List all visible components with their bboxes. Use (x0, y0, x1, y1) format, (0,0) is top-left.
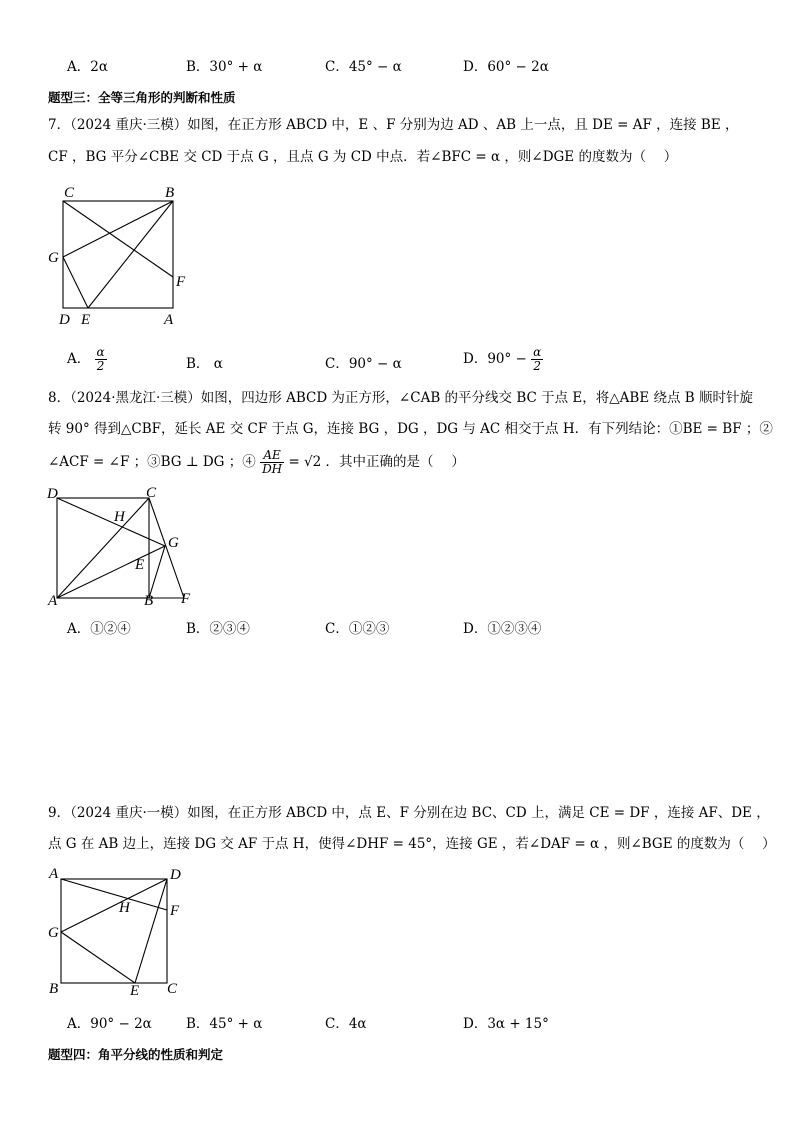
q7-label-c: C (64, 185, 75, 201)
q9-figure (40, 865, 200, 1000)
q7-figure (45, 180, 195, 330)
q7-option-d-num: α (533, 345, 542, 359)
q9-text-line1: 9．（2024 重庆·一模）如图，在正方形 ABCD 中，点 E、F 分别在边 BC、CD 上，满足 CE = DF ，连接 AF、DE ， (48, 805, 770, 821)
q8-option-c: C．①②③ (325, 621, 390, 637)
q7-line-ge (63, 257, 88, 308)
q8-ratio-den: DH (262, 462, 283, 476)
q7-option-c: C．90° − α (325, 356, 402, 372)
q8-line3-part-a: ∠ACF = ∠F ；③BG ⊥ DG ；④ (48, 454, 256, 470)
q8-option-b: B．②③④ (186, 621, 250, 637)
q8-line-bg (149, 546, 165, 598)
q7-label-e: E (81, 312, 91, 328)
q8-label-e: E (135, 557, 145, 573)
q7-option-d-prefix: D．90° − (463, 351, 527, 367)
q7-label-a: A (164, 312, 174, 328)
q8-text-line2: 转 90° 得到△CBF，延长 AE 交 CF 于点 G，连接 BG ，DG ，DG 与 AC 相交于点 H．有下列结论：①BE = BF ；② (48, 421, 773, 437)
q7-option-d-den: 2 (533, 359, 542, 373)
q9-label-d: D (170, 867, 181, 883)
q7-option-a (67, 346, 107, 373)
q8-figure (40, 484, 200, 609)
q6-option-d: D．60° − 2α (463, 59, 549, 75)
q8-option-a: A．①②④ (67, 621, 131, 637)
q9-option-a: A．90° − 2α (67, 1016, 152, 1032)
q7-line-gb (63, 201, 173, 257)
q7-line-be (88, 201, 173, 308)
q7-label-b: B (165, 185, 175, 201)
q9-label-e: E (130, 983, 140, 999)
q9-option-b: B．45° + α (186, 1016, 263, 1032)
q8-label-b: B (144, 593, 154, 609)
q7-option-a-den: 2 (96, 359, 105, 373)
q8-text-line3 (48, 449, 465, 476)
q7-option-a-prefix: A． (67, 351, 91, 367)
q8-text-line1: 8．（2024·黑龙江·三模）如图，四边形 ABCD 为正方形，∠CAB 的平分线交 BC 于点 E，将△ABE 绕点 B 顺时针旋 (48, 390, 753, 406)
q7-text-line2: CF ，BG 平分∠CBE 交 CD 于点 G ，且点 G 为 CD 中点．若∠BFC = α ，则∠DGE 的度数为（ ） (48, 149, 678, 165)
section-heading-4: 题型四：角平分线的性质和判定 (48, 1047, 224, 1062)
q9-text-line2: 点 G 在 AB 边上，连接 DG 交 AF 于点 H，使得∠DHF = 45°，连接 GE ，若∠DAF = α ，则∠BGE 的度数为（ ） (48, 836, 776, 852)
q8-label-a: A (48, 593, 58, 609)
q9-option-d: D．3α + 15° (463, 1016, 549, 1032)
q8-line3-part-b: = √2 ．其中正确的是（ ） (288, 454, 465, 470)
q9-label-a: A (49, 866, 59, 882)
q7-option-d-fraction (531, 346, 543, 373)
q8-label-d: D (47, 486, 58, 502)
q8-label-g: G (168, 535, 179, 551)
q9-label-c: C (167, 981, 178, 997)
q7-label-g: G (48, 250, 59, 266)
q8-ratio-num: AE (260, 449, 284, 463)
q7-option-b: B． α (186, 356, 223, 372)
q8-ratio-fraction (260, 449, 284, 476)
q8-line-ac (57, 498, 149, 598)
q6-option-c: C．45° − α (325, 59, 402, 75)
q9-label-g: G (48, 925, 59, 941)
q9-option-c: C．4α (325, 1016, 367, 1032)
q7-label-d: D (59, 312, 70, 328)
q7-label-f: F (176, 274, 186, 290)
section-heading-3: 题型三：全等三角形的判断和性质 (48, 90, 236, 105)
q8-label-h: H (114, 509, 125, 525)
q7-option-a-num: α (96, 345, 105, 359)
q6-option-a: A．2α (67, 59, 108, 75)
q7-option-d (463, 346, 543, 373)
q7-line-cf (63, 201, 173, 277)
q8-option-d: D．①②③④ (463, 621, 542, 637)
q6-option-b: B．30° + α (186, 59, 263, 75)
q9-label-b: B (49, 981, 59, 997)
q9-label-h: H (119, 900, 130, 916)
q8-label-f: F (181, 591, 191, 607)
q9-line-de (135, 879, 167, 983)
q7-text-line1: 7．（2024 重庆·三模）如图，在正方形 ABCD 中，E 、F 分别为边 AD 、AB 上一点，且 DE = AF ，连接 BE ， (48, 117, 739, 133)
q9-line-ge (61, 932, 135, 983)
q7-square (63, 201, 173, 308)
q9-label-f: F (170, 903, 180, 919)
q7-option-a-fraction (95, 346, 107, 373)
q8-label-c: C (146, 485, 157, 501)
